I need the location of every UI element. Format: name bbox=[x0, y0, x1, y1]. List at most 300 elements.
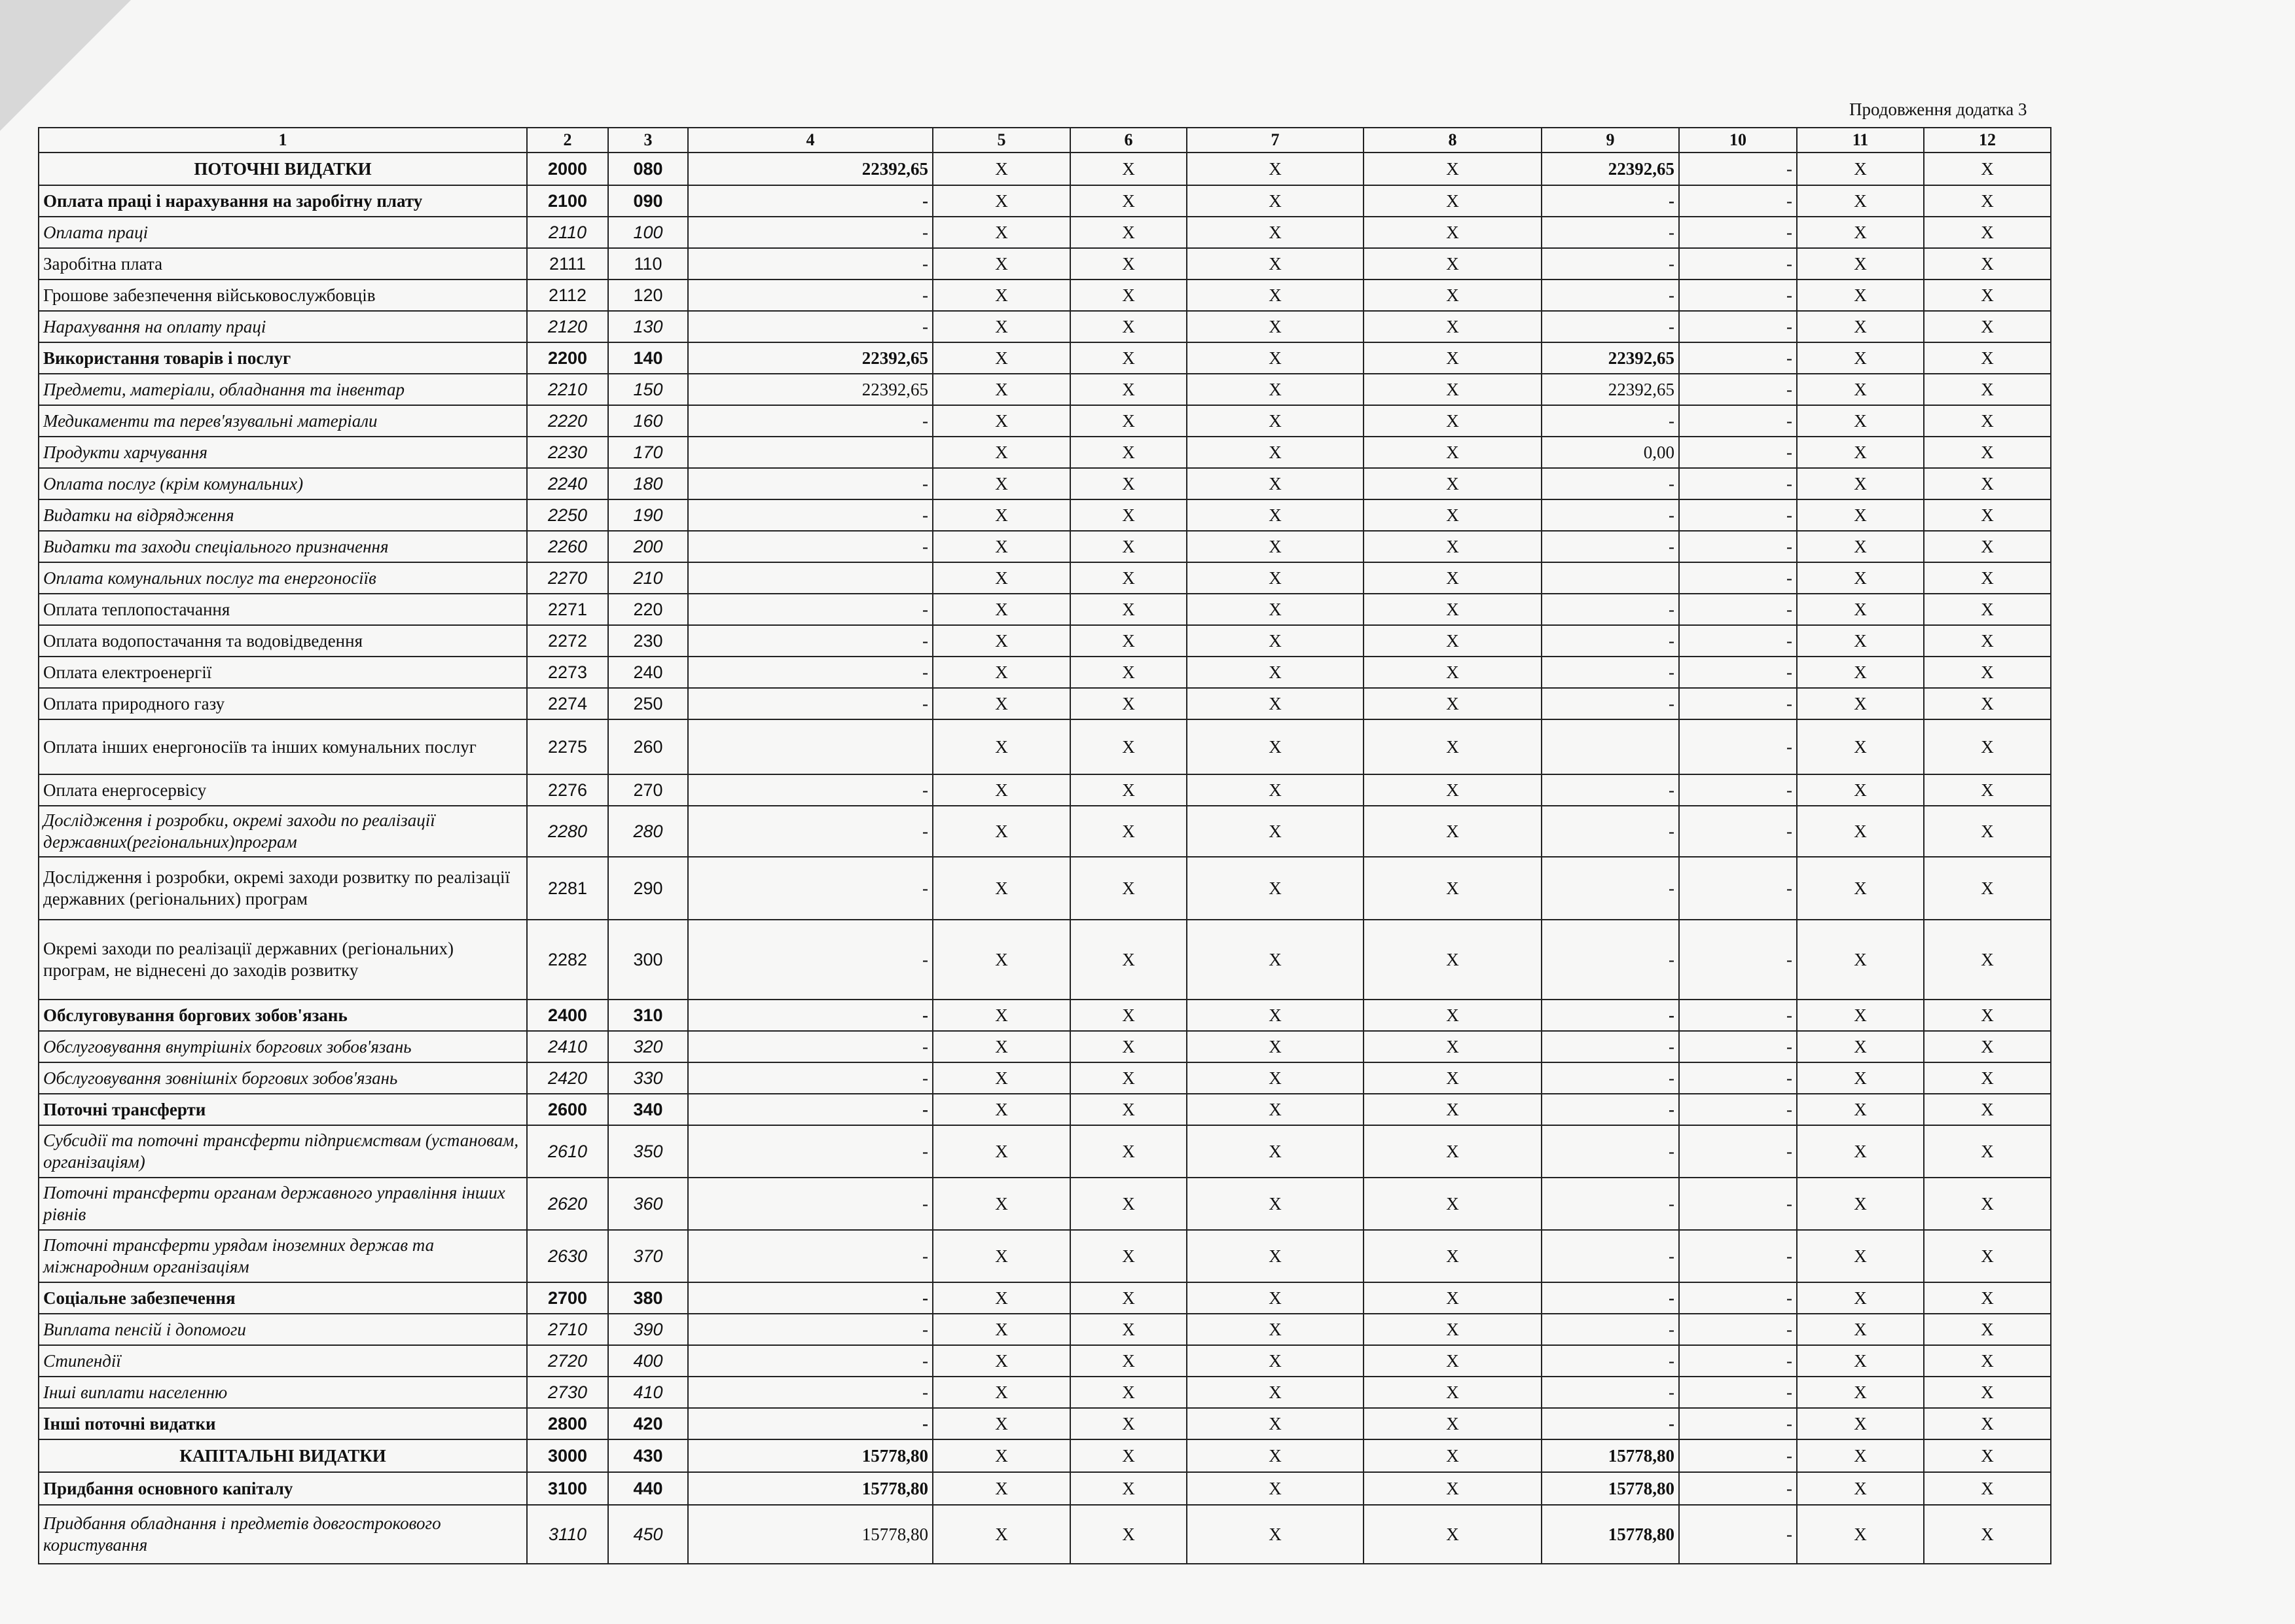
col-4-value: 15778,80 bbox=[688, 1505, 933, 1564]
x-mark-cell: Х bbox=[933, 1408, 1070, 1439]
row-code: 150 bbox=[608, 374, 688, 405]
row-code: 090 bbox=[608, 185, 688, 217]
x-mark-cell: Х bbox=[1070, 1282, 1187, 1314]
col-9-value: - bbox=[1542, 594, 1679, 625]
kekv-code: 2270 bbox=[527, 562, 608, 594]
x-mark-cell: Х bbox=[933, 774, 1070, 806]
col-10-value: - bbox=[1679, 1094, 1797, 1125]
col-4-value bbox=[688, 719, 933, 774]
kekv-code: 2110 bbox=[527, 217, 608, 248]
x-mark-cell: Х bbox=[1364, 405, 1542, 437]
col-9-value: - bbox=[1542, 1094, 1679, 1125]
table-row bbox=[39, 153, 2051, 185]
x-mark-cell: Х bbox=[1924, 185, 2051, 217]
x-mark-cell: Х bbox=[1364, 1505, 1542, 1564]
x-mark-cell: Х bbox=[1924, 719, 2051, 774]
x-mark-cell: Х bbox=[933, 437, 1070, 468]
col-10-value: - bbox=[1679, 437, 1797, 468]
col-4-value: - bbox=[688, 1178, 933, 1230]
column-header: 9 bbox=[1542, 128, 1679, 153]
table-row bbox=[39, 594, 2051, 625]
col-10-value: - bbox=[1679, 248, 1797, 280]
x-mark-cell: Х bbox=[933, 311, 1070, 342]
col-10-value: - bbox=[1679, 562, 1797, 594]
col-4-value: - bbox=[688, 468, 933, 499]
x-mark-cell: Х bbox=[1924, 1178, 2051, 1230]
row-label: Оплата праці bbox=[39, 217, 527, 248]
x-mark-cell: Х bbox=[1924, 774, 2051, 806]
table-row bbox=[39, 280, 2051, 311]
x-mark-cell: Х bbox=[1364, 719, 1542, 774]
x-mark-cell: Х bbox=[1364, 1178, 1542, 1230]
col-4-value: - bbox=[688, 920, 933, 1000]
row-label: Поточні трансферти bbox=[39, 1094, 527, 1125]
x-mark-cell: Х bbox=[1924, 562, 2051, 594]
kekv-code: 2281 bbox=[527, 857, 608, 920]
col-10-value: - bbox=[1679, 806, 1797, 857]
col-10-value: - bbox=[1679, 1031, 1797, 1062]
col-4-value: 15778,80 bbox=[688, 1439, 933, 1472]
table-row bbox=[39, 531, 2051, 562]
x-mark-cell: Х bbox=[1797, 437, 1924, 468]
row-code: 370 bbox=[608, 1230, 688, 1282]
kekv-code: 2260 bbox=[527, 531, 608, 562]
x-mark-cell: Х bbox=[933, 153, 1070, 185]
x-mark-cell: Х bbox=[1797, 774, 1924, 806]
x-mark-cell: Х bbox=[933, 719, 1070, 774]
col-4-value: 22392,65 bbox=[688, 342, 933, 374]
kekv-code: 2200 bbox=[527, 342, 608, 374]
row-label: Нарахування на оплату праці bbox=[39, 311, 527, 342]
kekv-code: 2111 bbox=[527, 248, 608, 280]
x-mark-cell: Х bbox=[1364, 311, 1542, 342]
x-mark-cell: Х bbox=[1070, 248, 1187, 280]
row-label: Оплата водопостачання та водовідведення bbox=[39, 625, 527, 657]
x-mark-cell: Х bbox=[1364, 217, 1542, 248]
col-9-value: - bbox=[1542, 920, 1679, 1000]
x-mark-cell: Х bbox=[1187, 1439, 1364, 1472]
row-code: 140 bbox=[608, 342, 688, 374]
row-label: Стипендії bbox=[39, 1345, 527, 1377]
x-mark-cell: Х bbox=[933, 920, 1070, 1000]
x-mark-cell: Х bbox=[1797, 594, 1924, 625]
x-mark-cell: Х bbox=[1797, 1062, 1924, 1094]
row-label: Оплата теплопостачання bbox=[39, 594, 527, 625]
x-mark-cell: Х bbox=[1924, 1314, 2051, 1345]
row-label: Оплата енергосервісу bbox=[39, 774, 527, 806]
x-mark-cell: Х bbox=[1364, 1000, 1542, 1031]
x-mark-cell: Х bbox=[1797, 657, 1924, 688]
x-mark-cell: Х bbox=[1187, 1178, 1364, 1230]
row-code: 120 bbox=[608, 280, 688, 311]
kekv-code: 3100 bbox=[527, 1472, 608, 1505]
table-row bbox=[39, 1094, 2051, 1125]
x-mark-cell: Х bbox=[1187, 1377, 1364, 1408]
kekv-code: 2120 bbox=[527, 311, 608, 342]
col-9-value: - bbox=[1542, 857, 1679, 920]
x-mark-cell: Х bbox=[1797, 248, 1924, 280]
kekv-code: 2250 bbox=[527, 499, 608, 531]
x-mark-cell: Х bbox=[1187, 185, 1364, 217]
x-mark-cell: Х bbox=[1797, 857, 1924, 920]
row-label: Оплата праці і нарахування на заробітну плату bbox=[39, 185, 527, 217]
col-4-value bbox=[688, 437, 933, 468]
col-4-value: - bbox=[688, 280, 933, 311]
x-mark-cell: Х bbox=[1797, 1345, 1924, 1377]
page-fold-shadow bbox=[0, 0, 131, 131]
row-label: Оплата комунальних послуг та енергоносіїв bbox=[39, 562, 527, 594]
x-mark-cell: Х bbox=[1070, 374, 1187, 405]
x-mark-cell: Х bbox=[1187, 688, 1364, 719]
row-code: 200 bbox=[608, 531, 688, 562]
x-mark-cell: Х bbox=[933, 185, 1070, 217]
table-row bbox=[39, 1377, 2051, 1408]
x-mark-cell: Х bbox=[1797, 1125, 1924, 1178]
x-mark-cell: Х bbox=[1364, 280, 1542, 311]
column-header: 11 bbox=[1797, 128, 1924, 153]
col-4-value: - bbox=[688, 774, 933, 806]
row-code: 220 bbox=[608, 594, 688, 625]
col-9-value: - bbox=[1542, 405, 1679, 437]
x-mark-cell: Х bbox=[1924, 1062, 2051, 1094]
col-4-value bbox=[688, 562, 933, 594]
row-code: 100 bbox=[608, 217, 688, 248]
x-mark-cell: Х bbox=[933, 1377, 1070, 1408]
x-mark-cell: Х bbox=[1924, 857, 2051, 920]
row-label: ПОТОЧНІ ВИДАТКИ bbox=[39, 153, 527, 185]
x-mark-cell: Х bbox=[1187, 774, 1364, 806]
kekv-code: 2720 bbox=[527, 1345, 608, 1377]
x-mark-cell: Х bbox=[1924, 1031, 2051, 1062]
row-label: Дослідження і розробки, окремі заходи розвитку по реалізації державних (регіональних) програм bbox=[39, 857, 527, 920]
table-row bbox=[39, 657, 2051, 688]
x-mark-cell: Х bbox=[1187, 920, 1364, 1000]
x-mark-cell: Х bbox=[933, 1125, 1070, 1178]
row-label: Оплата послуг (крім комунальних) bbox=[39, 468, 527, 499]
x-mark-cell: Х bbox=[933, 594, 1070, 625]
x-mark-cell: Х bbox=[933, 857, 1070, 920]
x-mark-cell: Х bbox=[1070, 806, 1187, 857]
row-code: 240 bbox=[608, 657, 688, 688]
col-10-value: - bbox=[1679, 342, 1797, 374]
x-mark-cell: Х bbox=[1070, 405, 1187, 437]
x-mark-cell: Х bbox=[1364, 499, 1542, 531]
x-mark-cell: Х bbox=[1797, 1230, 1924, 1282]
col-10-value: - bbox=[1679, 280, 1797, 311]
col-10-value: - bbox=[1679, 920, 1797, 1000]
column-header: 2 bbox=[527, 128, 608, 153]
col-9-value: - bbox=[1542, 1345, 1679, 1377]
column-header: 12 bbox=[1924, 128, 2051, 153]
x-mark-cell: Х bbox=[1187, 1345, 1364, 1377]
kekv-code: 3000 bbox=[527, 1439, 608, 1472]
x-mark-cell: Х bbox=[933, 806, 1070, 857]
col-4-value: - bbox=[688, 248, 933, 280]
x-mark-cell: Х bbox=[1070, 499, 1187, 531]
kekv-code: 2410 bbox=[527, 1031, 608, 1062]
kekv-code: 2610 bbox=[527, 1125, 608, 1178]
table-row bbox=[39, 857, 2051, 920]
col-9-value: - bbox=[1542, 806, 1679, 857]
table-row bbox=[39, 1408, 2051, 1439]
col-10-value: - bbox=[1679, 1178, 1797, 1230]
col-4-value: - bbox=[688, 1282, 933, 1314]
col-4-value: - bbox=[688, 1230, 933, 1282]
x-mark-cell: Х bbox=[1070, 468, 1187, 499]
x-mark-cell: Х bbox=[1797, 1505, 1924, 1564]
kekv-code: 2112 bbox=[527, 280, 608, 311]
row-code: 330 bbox=[608, 1062, 688, 1094]
x-mark-cell: Х bbox=[1364, 1062, 1542, 1094]
x-mark-cell: Х bbox=[1187, 1472, 1364, 1505]
col-9-value: - bbox=[1542, 1377, 1679, 1408]
x-mark-cell: Х bbox=[1924, 920, 2051, 1000]
row-label: Медикаменти та перев'язувальні матеріали bbox=[39, 405, 527, 437]
kekv-code: 2280 bbox=[527, 806, 608, 857]
col-4-value: - bbox=[688, 857, 933, 920]
x-mark-cell: Х bbox=[1070, 688, 1187, 719]
x-mark-cell: Х bbox=[1364, 468, 1542, 499]
row-code: 450 bbox=[608, 1505, 688, 1564]
col-10-value: - bbox=[1679, 1439, 1797, 1472]
x-mark-cell: Х bbox=[1924, 499, 2051, 531]
col-4-value: - bbox=[688, 806, 933, 857]
col-9-value: 15778,80 bbox=[1542, 1472, 1679, 1505]
x-mark-cell: Х bbox=[1364, 806, 1542, 857]
x-mark-cell: Х bbox=[1797, 342, 1924, 374]
col-9-value: - bbox=[1542, 248, 1679, 280]
x-mark-cell: Х bbox=[1187, 248, 1364, 280]
x-mark-cell: Х bbox=[1924, 531, 2051, 562]
row-label: Виплата пенсій і допомоги bbox=[39, 1314, 527, 1345]
row-label: Оплата інших енергоносіїв та інших комунальних послуг bbox=[39, 719, 527, 774]
x-mark-cell: Х bbox=[1364, 1031, 1542, 1062]
col-9-value: - bbox=[1542, 1000, 1679, 1031]
x-mark-cell: Х bbox=[1797, 311, 1924, 342]
kekv-code: 2274 bbox=[527, 688, 608, 719]
row-code: 280 bbox=[608, 806, 688, 857]
x-mark-cell: Х bbox=[1070, 1345, 1187, 1377]
col-4-value: - bbox=[688, 594, 933, 625]
col-9-value: 22392,65 bbox=[1542, 153, 1679, 185]
column-header: 1 bbox=[39, 128, 527, 153]
col-4-value: - bbox=[688, 1031, 933, 1062]
row-label: Використання товарів і послуг bbox=[39, 342, 527, 374]
table-row bbox=[39, 1000, 2051, 1031]
x-mark-cell: Х bbox=[1187, 625, 1364, 657]
x-mark-cell: Х bbox=[1187, 468, 1364, 499]
x-mark-cell: Х bbox=[1797, 1282, 1924, 1314]
kekv-code: 2700 bbox=[527, 1282, 608, 1314]
x-mark-cell: Х bbox=[933, 248, 1070, 280]
kekv-code: 2000 bbox=[527, 153, 608, 185]
x-mark-cell: Х bbox=[1070, 1000, 1187, 1031]
x-mark-cell: Х bbox=[1070, 1230, 1187, 1282]
row-code: 190 bbox=[608, 499, 688, 531]
x-mark-cell: Х bbox=[933, 657, 1070, 688]
x-mark-cell: Х bbox=[1187, 437, 1364, 468]
col-10-value: - bbox=[1679, 1000, 1797, 1031]
table-row bbox=[39, 1472, 2051, 1505]
col-9-value bbox=[1542, 719, 1679, 774]
table-row bbox=[39, 1505, 2051, 1564]
row-label: КАПІТАЛЬНІ ВИДАТКИ bbox=[39, 1439, 527, 1472]
row-label: Продукти харчування bbox=[39, 437, 527, 468]
x-mark-cell: Х bbox=[1070, 625, 1187, 657]
x-mark-cell: Х bbox=[1797, 1178, 1924, 1230]
x-mark-cell: Х bbox=[1797, 688, 1924, 719]
row-code: 250 bbox=[608, 688, 688, 719]
row-code: 420 bbox=[608, 1408, 688, 1439]
col-4-value: 22392,65 bbox=[688, 153, 933, 185]
col-9-value: - bbox=[1542, 1408, 1679, 1439]
x-mark-cell: Х bbox=[1070, 774, 1187, 806]
kekv-code: 2282 bbox=[527, 920, 608, 1000]
x-mark-cell: Х bbox=[1187, 342, 1364, 374]
x-mark-cell: Х bbox=[1797, 374, 1924, 405]
table-row bbox=[39, 405, 2051, 437]
col-9-value: - bbox=[1542, 468, 1679, 499]
col-10-value: - bbox=[1679, 719, 1797, 774]
kekv-code: 2273 bbox=[527, 657, 608, 688]
table-row bbox=[39, 625, 2051, 657]
x-mark-cell: Х bbox=[1797, 562, 1924, 594]
x-mark-cell: Х bbox=[933, 1439, 1070, 1472]
x-mark-cell: Х bbox=[1364, 374, 1542, 405]
row-code: 440 bbox=[608, 1472, 688, 1505]
x-mark-cell: Х bbox=[1797, 806, 1924, 857]
col-4-value: - bbox=[688, 1377, 933, 1408]
x-mark-cell: Х bbox=[1070, 1314, 1187, 1345]
row-code: 410 bbox=[608, 1377, 688, 1408]
x-mark-cell: Х bbox=[1797, 405, 1924, 437]
x-mark-cell: Х bbox=[1364, 688, 1542, 719]
col-4-value: - bbox=[688, 311, 933, 342]
x-mark-cell: Х bbox=[1187, 374, 1364, 405]
col-10-value: - bbox=[1679, 657, 1797, 688]
x-mark-cell: Х bbox=[1070, 1094, 1187, 1125]
x-mark-cell: Х bbox=[1364, 531, 1542, 562]
kekv-code: 2275 bbox=[527, 719, 608, 774]
x-mark-cell: Х bbox=[1187, 806, 1364, 857]
row-label: Інші виплати населенню bbox=[39, 1377, 527, 1408]
row-label: Видатки та заходи спеціального призначення bbox=[39, 531, 527, 562]
col-10-value: - bbox=[1679, 1062, 1797, 1094]
row-code: 400 bbox=[608, 1345, 688, 1377]
x-mark-cell: Х bbox=[1797, 499, 1924, 531]
row-code: 290 bbox=[608, 857, 688, 920]
x-mark-cell: Х bbox=[1187, 1125, 1364, 1178]
row-code: 270 bbox=[608, 774, 688, 806]
x-mark-cell: Х bbox=[1797, 1408, 1924, 1439]
col-10-value: - bbox=[1679, 774, 1797, 806]
row-code: 310 bbox=[608, 1000, 688, 1031]
x-mark-cell: Х bbox=[1187, 1282, 1364, 1314]
x-mark-cell: Х bbox=[1924, 280, 2051, 311]
x-mark-cell: Х bbox=[933, 531, 1070, 562]
table-row bbox=[39, 1062, 2051, 1094]
table-row bbox=[39, 1282, 2051, 1314]
table-row bbox=[39, 920, 2051, 1000]
col-4-value: - bbox=[688, 1094, 933, 1125]
column-header: 7 bbox=[1187, 128, 1364, 153]
table-row bbox=[39, 1178, 2051, 1230]
x-mark-cell: Х bbox=[933, 1230, 1070, 1282]
row-code: 230 bbox=[608, 625, 688, 657]
col-4-value: - bbox=[688, 499, 933, 531]
x-mark-cell: Х bbox=[1364, 1314, 1542, 1345]
x-mark-cell: Х bbox=[1797, 920, 1924, 1000]
col-4-value: - bbox=[688, 625, 933, 657]
row-code: 430 bbox=[608, 1439, 688, 1472]
x-mark-cell: Х bbox=[1187, 562, 1364, 594]
kekv-code: 2630 bbox=[527, 1230, 608, 1282]
col-4-value: - bbox=[688, 185, 933, 217]
x-mark-cell: Х bbox=[1364, 594, 1542, 625]
x-mark-cell: Х bbox=[1187, 499, 1364, 531]
table-row bbox=[39, 311, 2051, 342]
x-mark-cell: Х bbox=[1070, 562, 1187, 594]
x-mark-cell: Х bbox=[1187, 1062, 1364, 1094]
x-mark-cell: Х bbox=[1797, 719, 1924, 774]
col-9-value: - bbox=[1542, 657, 1679, 688]
x-mark-cell: Х bbox=[1070, 153, 1187, 185]
row-label: Обслуговування внутрішніх боргових зобов'язань bbox=[39, 1031, 527, 1062]
col-9-value: - bbox=[1542, 531, 1679, 562]
col-9-value: - bbox=[1542, 1031, 1679, 1062]
table-row bbox=[39, 1439, 2051, 1472]
table-row bbox=[39, 1031, 2051, 1062]
table-row bbox=[39, 1314, 2051, 1345]
x-mark-cell: Х bbox=[933, 1094, 1070, 1125]
x-mark-cell: Х bbox=[933, 1505, 1070, 1564]
x-mark-cell: Х bbox=[933, 499, 1070, 531]
x-mark-cell: Х bbox=[1797, 1439, 1924, 1472]
row-label: Окремі заходи по реалізації державних (регіональних) програм, не віднесені до заходів розвитку bbox=[39, 920, 527, 1000]
table-row bbox=[39, 1345, 2051, 1377]
row-code: 210 bbox=[608, 562, 688, 594]
x-mark-cell: Х bbox=[1070, 657, 1187, 688]
x-mark-cell: Х bbox=[1364, 185, 1542, 217]
x-mark-cell: Х bbox=[1364, 774, 1542, 806]
table-row bbox=[39, 562, 2051, 594]
table-row bbox=[39, 1230, 2051, 1282]
x-mark-cell: Х bbox=[1070, 1505, 1187, 1564]
x-mark-cell: Х bbox=[933, 342, 1070, 374]
row-code: 340 bbox=[608, 1094, 688, 1125]
x-mark-cell: Х bbox=[1924, 468, 2051, 499]
x-mark-cell: Х bbox=[933, 1282, 1070, 1314]
x-mark-cell: Х bbox=[1187, 405, 1364, 437]
x-mark-cell: Х bbox=[933, 468, 1070, 499]
col-10-value: - bbox=[1679, 374, 1797, 405]
col-10-value: - bbox=[1679, 625, 1797, 657]
x-mark-cell: Х bbox=[1364, 1282, 1542, 1314]
x-mark-cell: Х bbox=[1070, 217, 1187, 248]
x-mark-cell: Х bbox=[1924, 688, 2051, 719]
col-9-value: - bbox=[1542, 185, 1679, 217]
x-mark-cell: Х bbox=[1187, 311, 1364, 342]
table-row bbox=[39, 688, 2051, 719]
x-mark-cell: Х bbox=[933, 1031, 1070, 1062]
x-mark-cell: Х bbox=[1924, 153, 2051, 185]
kekv-code: 2271 bbox=[527, 594, 608, 625]
kekv-code: 2240 bbox=[527, 468, 608, 499]
x-mark-cell: Х bbox=[1364, 153, 1542, 185]
x-mark-cell: Х bbox=[1364, 248, 1542, 280]
row-code: 160 bbox=[608, 405, 688, 437]
x-mark-cell: Х bbox=[1797, 1031, 1924, 1062]
